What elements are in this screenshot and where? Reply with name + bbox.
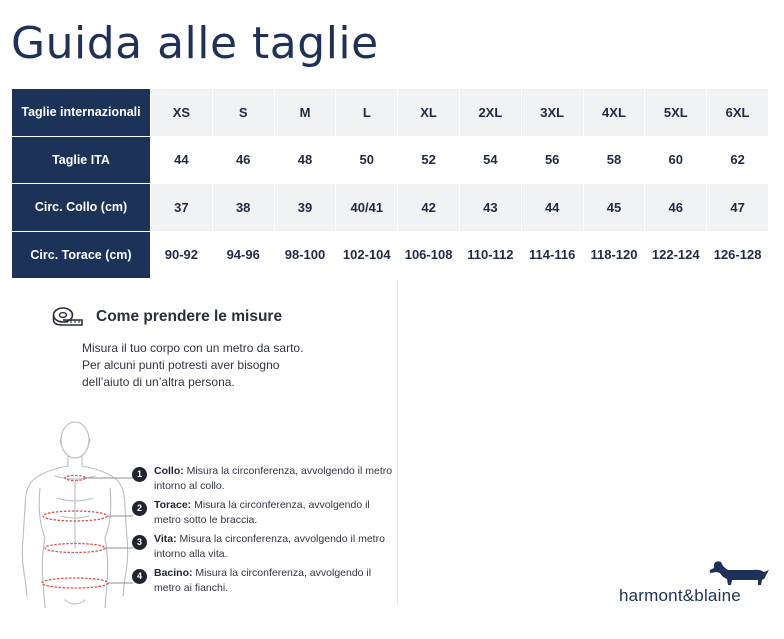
table-cell: 56 [521, 136, 583, 184]
measuring-tape-icon [52, 306, 84, 328]
step-number: 2 [132, 501, 147, 516]
column-divider [397, 280, 398, 605]
table-cell: 94-96 [212, 231, 274, 279]
table-cell: 98-100 [274, 231, 336, 279]
table-cell: 50 [336, 136, 398, 184]
table-cell: 47 [707, 184, 769, 232]
table-cell: 106-108 [398, 231, 460, 279]
table-cell: 60 [645, 136, 707, 184]
table-cell: XS [151, 89, 213, 137]
table-cell: 5XL [645, 89, 707, 137]
page-title: Guida alle taglie [11, 18, 379, 69]
brand-logo: harmont&blaine [619, 586, 741, 605]
step-text: Misura la circonferenza, avvolgendo il metro intorno alla vita. [154, 533, 385, 560]
step-name: Torace: [154, 499, 192, 511]
table-cell: 90-92 [151, 231, 213, 279]
table-cell: 52 [398, 136, 460, 184]
table-cell: 42 [398, 184, 460, 232]
table-cell: 44 [521, 184, 583, 232]
step-text: Misura la circonferenza, avvolgendo il metro intorno al collo. [154, 465, 393, 492]
how-to-measure-section [52, 306, 304, 389]
table-cell: 122-124 [645, 231, 707, 279]
table-cell: 118-120 [583, 231, 645, 279]
step-name: Collo: [154, 465, 184, 477]
step-name: Bacino: [154, 567, 193, 579]
row-header: Circ. Torace (cm) [12, 231, 151, 279]
table-cell: 3XL [521, 89, 583, 137]
table-cell: S [212, 89, 274, 137]
table-cell: 46 [645, 184, 707, 232]
table-cell: 102-104 [336, 231, 398, 279]
how-to-measure-text: Misura il tuo corpo con un metro da sarto. Per alcuni punti potresti aver bisogno dell’aiuto di un’altra persona. [82, 341, 304, 389]
table-cell: 40/41 [336, 184, 398, 232]
table-cell: M [274, 89, 336, 137]
step-number: 1 [132, 467, 147, 482]
table-cell: 2XL [459, 89, 521, 137]
table-cell: 126-128 [707, 231, 769, 279]
table-cell: 43 [459, 184, 521, 232]
row-header: Taglie internazionali [12, 89, 151, 137]
how-to-measure-title: Come prendere le misure [96, 308, 283, 325]
step-text: Misura la circonferenza, avvolgendo il metro ai fianchi. [154, 567, 372, 594]
table-cell: 39 [274, 184, 336, 232]
table-cell: XL [398, 89, 460, 137]
table-cell: 38 [212, 184, 274, 232]
table-cell: 37 [151, 184, 213, 232]
table-cell: 46 [212, 136, 274, 184]
table-cell: 114-116 [521, 231, 583, 279]
dachshund-logo-icon [708, 560, 770, 586]
measurement-steps [132, 464, 397, 600]
row-header: Circ. Collo (cm) [12, 184, 151, 232]
table-cell: 4XL [583, 89, 645, 137]
step-waist [132, 532, 397, 566]
table-row [12, 231, 769, 279]
table-row [12, 89, 769, 137]
table-cell: 44 [151, 136, 213, 184]
table-row [12, 184, 769, 232]
step-neck [132, 464, 397, 498]
table-cell: 58 [583, 136, 645, 184]
step-number: 3 [132, 535, 147, 550]
step-name: Vita: [154, 533, 177, 545]
table-row [12, 136, 769, 184]
how-to-measure-header [52, 306, 282, 328]
table-cell: 48 [274, 136, 336, 184]
step-number: 4 [132, 569, 147, 584]
row-header: Taglie ITA [12, 136, 151, 184]
step-chest [132, 498, 397, 532]
step-text: Misura la circonferenza, avvolgendo il metro sotto le braccia. [154, 499, 370, 526]
table-cell: 45 [583, 184, 645, 232]
step-hips [132, 566, 397, 600]
table-cell: 54 [459, 136, 521, 184]
body-figure-illustration [15, 418, 135, 608]
table-cell: 6XL [707, 89, 769, 137]
table-cell: L [336, 89, 398, 137]
table-cell: 110-112 [459, 231, 521, 279]
size-table [11, 88, 769, 279]
table-cell: 62 [707, 136, 769, 184]
